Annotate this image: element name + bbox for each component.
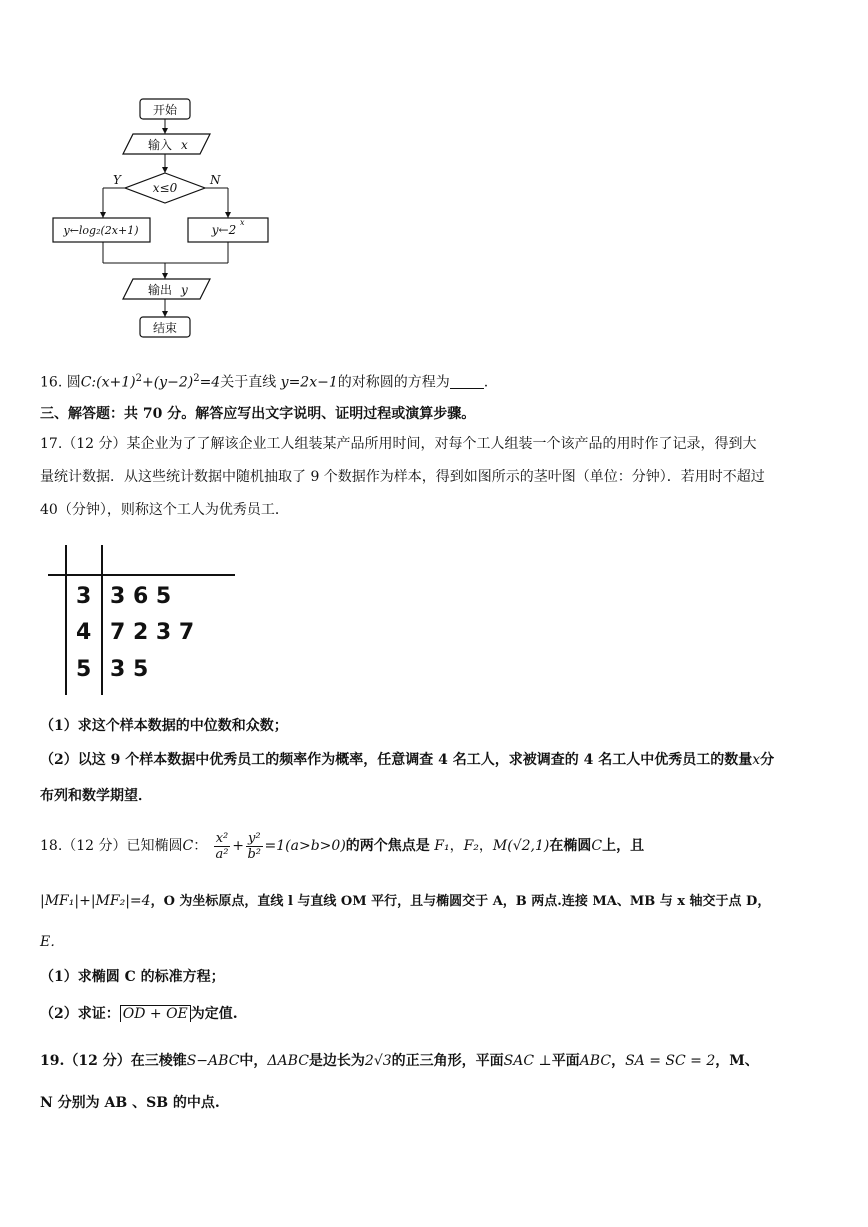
q16-line-eq: y=2x−1 [280,374,338,391]
flow-output-var: y [181,283,188,297]
q19-line2: N 分别为 AB 、SB 的中点. [40,1095,220,1111]
q16-text-b: 关于直线 [220,374,277,391]
flow-end-label: 结束 [152,321,178,335]
q17-part2-b: 分 [760,752,775,768]
q18-part1: （1）求椭圆 C 的标准方程； [40,969,225,985]
q16-exp-b: 2 [193,373,200,384]
q16-number: 16. [40,374,63,391]
q17-part2-a: （2）以这 9 个样本数据中优秀员工的频率作为概率，任意调查 4 名工人，求被调查的 4 名工人中优秀员工的数量 [40,752,753,768]
q19-len: 2√3 [364,1053,392,1069]
q18-eq-rest: =1(a>b>0) [264,838,346,854]
question-16 [40,369,488,393]
q19-b: 中， [239,1053,268,1069]
q18-comma-2: ， [478,838,493,854]
q17-line1: 17.（12 分）某企业为了了解该企业工人组装某产品所用时间，对每个工人组装一个该产品的用时作了记录，得到大 [40,436,757,452]
q19-a: 19.（12 分）在三棱锥 [40,1053,187,1069]
flow-start-label: 开始 [152,103,178,117]
q19-abc: ABC [579,1053,612,1069]
q18-text-c: 上，且 [602,838,645,854]
flow-output-label: 输出 [147,283,173,297]
q18-f2: F₂ [463,838,479,854]
q18-line3: E． [40,934,65,950]
flow-yes-label: Y [113,173,121,187]
q18-colon: ： [193,838,208,854]
q18-prefix: 18.（12 分）已知椭圆 [40,838,183,854]
stem-row-2-leaves: 7 2 3 7 [110,620,195,645]
q19-tri: S−ABC [186,1053,240,1069]
q19-tri2: ΔABC [267,1053,309,1069]
q17-part2-var: x [752,752,761,768]
q18-frac-x: $\frac{\text{x²}}{\text{a²}}$ [215,830,229,862]
q19-d: 的正三角形，平面 [391,1053,504,1069]
q18-line1 [40,828,644,864]
q18-part2-vec: OD + OE [120,1005,191,1022]
q16-answer-blank[interactable] [450,374,484,389]
q17-line2: 量统计数据．从这些统计数据中随机抽取了 9 个数据作为样本，得到如图所示的茎叶图（单位：分钟）．若用时不超过 [40,469,765,485]
q18-line2-text: ，O 为坐标原点，直线 l 与直线 OM 平行，且与椭圆交于 A，B 两点.连接 MA、MB 与 x 轴交于点 D， [150,894,771,909]
q16-math-a: C:(x+1) [80,374,136,391]
q19-plane: SAC ⊥ [503,1053,552,1069]
q18-text-b: 在椭圆 [549,838,592,854]
q16-text-a: 圆 [66,374,81,391]
q18-c: C [182,838,194,854]
stem-row-2-stem: 4 [76,620,92,645]
q16-math-b: +(y−2) [141,374,194,391]
q19-f: ， [611,1053,626,1069]
flow-input-label: 输入 [147,138,173,152]
q19-e: 平面 [551,1053,580,1069]
q18-plus: + [232,838,244,854]
q18-frac-y: $\frac{\text{y²}}{\text{b²}}$ [247,830,262,862]
q19-c: 是边长为 [308,1053,365,1069]
q17-line3: 40（分钟），则称这个工人为优秀员工． [40,502,289,518]
q19-eq: SA = SC = 2 [625,1053,716,1069]
stem-row-3-leaves: 3 5 [110,657,149,682]
q19-line1 [40,1051,759,1071]
q18-line2 [40,891,770,912]
stem-leaf-plot [40,540,240,700]
q18-comma: ， [449,838,464,854]
stem-row-3-stem: 5 [76,657,92,682]
section-3-heading: 三、解答题：共 70 分。解答应写出文字说明、证明过程或演算步骤。 [40,406,476,422]
q17-part2-line2: 布列和数学期望． [40,788,152,804]
flow-no-label: N [210,173,221,187]
q16-end: . [483,374,489,391]
flow-right-label: y←2 [211,223,237,237]
q16-text-c: 的对称圆的方程为 [337,374,450,391]
q18-c-var: C [591,838,603,854]
q17-part1: （1）求这个样本数据的中位数和众数； [40,718,288,734]
q16-exp-a: 2 [135,373,142,384]
q18-m-point: M(√2,1) [492,838,550,854]
flow-condition: x≤0 [152,181,178,195]
q17-part2 [40,750,774,770]
stem-row-1-leaves: 3 6 5 [110,584,172,609]
q18-part2 [40,1004,238,1024]
q18-part2-b: 为定值. [190,1006,238,1022]
q16-math-c: =4 [199,374,221,391]
stem-row-1-stem: 3 [76,584,92,609]
q18-part2-a: （2）求证： [40,1006,120,1022]
flow-left-label: y←log₂(2x+1) [63,224,139,237]
flowchart [0,0,300,345]
q18-line2-math: |MF₁|+|MF₂|=4 [40,893,151,909]
flow-input-var: x [181,138,188,152]
q19-g: ，M、 [715,1053,759,1069]
q18-f1: F₁ [434,838,450,854]
flow-right-exp: x [240,218,245,227]
q18-text-a: 的两个焦点是 [345,838,430,854]
